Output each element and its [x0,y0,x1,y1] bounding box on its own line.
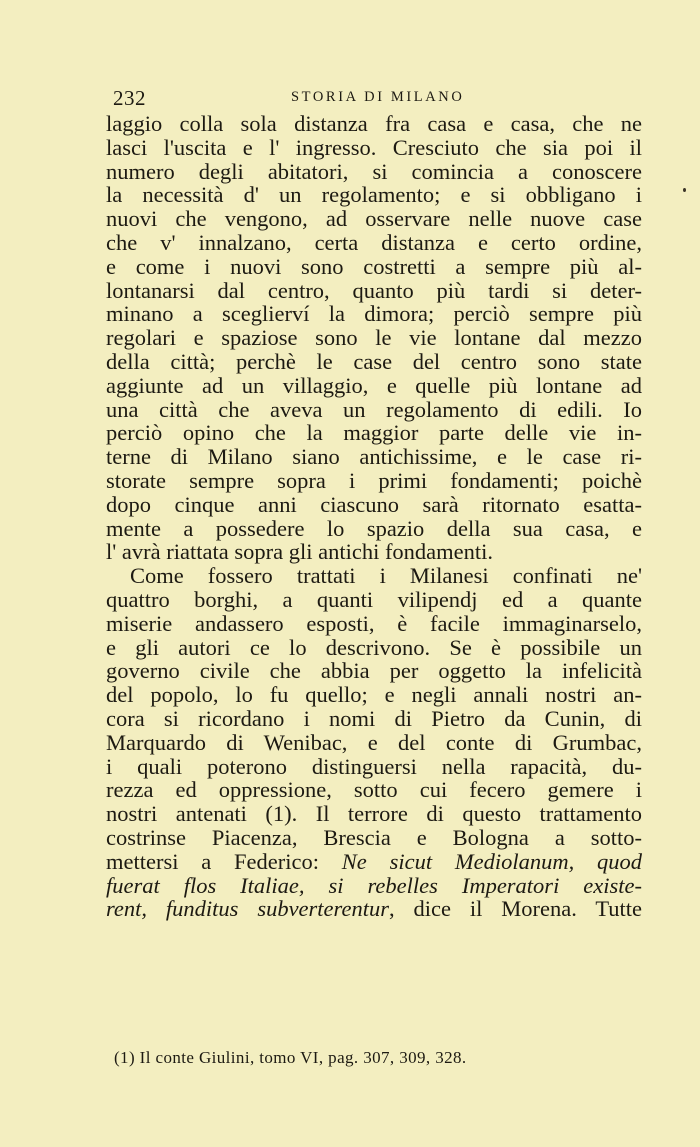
text-line: una città che aveva un regolamento di edili. Io [106,396,642,422]
text-line: governo civile che abbia per oggetto la infelicità [106,658,642,684]
footnote: (1) Il conte Giulini, tomo VI, pag. 307, 309, 328. [114,1048,467,1067]
text-line: l' avrà riattata sopra gli antichi fondamenti. [106,539,494,565]
text-line: e come i nuovi sono costretti a sempre più al- [106,253,642,279]
text-line: storate sempre sopra i primi fondamenti; poichè [106,467,642,493]
text-line: rezza ed oppressione, sotto cui fecero gemere i [106,777,642,803]
text-line: perciò opino che la maggior parte delle vie in- [106,420,642,446]
body-text [106,112,642,921]
text-line: i quali poterono distinguersi nella rapacità, du- [106,753,642,779]
page-header [113,86,641,110]
text-line: numero degli abitatori, si comincia a conoscere [106,158,642,184]
text-line-with-quotation [106,897,642,921]
text-line: Marquardo di Wenibac, e del conte di Grumbac, [106,729,642,755]
latin-quotation: fuerat flos Italiae, si rebelles Imperatori existe- [106,872,642,898]
text-line: costrinse Piacenza, Brescia e Bologna a sotto- [106,824,642,850]
paragraph-2 [106,564,642,921]
text-line: cora si ricordano i nomi di Pietro da Cunin, di [106,705,642,731]
text-line: laggio colla sola distanza fra casa e casa, che ne [106,111,642,136]
text-line: mente a possedere lo spazio della sua casa, e [106,515,642,541]
latin-quotation: Ne sicut Mediolanum, quod [341,848,642,874]
quotation-attribution: , dice il Morena. Tutte [388,896,643,922]
text-line: Come fossero trattati i Milanesi confinati ne' [130,563,642,589]
page-number: 232 [113,86,146,110]
text-line-with-quotation [106,874,642,898]
text-line: e gli autori ce lo descrivono. Se è possibile un [106,634,642,660]
text-line: la necessità d' un regolamento; e si obbligano i [106,182,642,208]
text-line: lontanarsi dal centro, quanto più tardi si deter- [106,277,642,303]
quotation-intro: mettersi a Federico: [106,848,342,874]
running-head: STORIA DI MILANO [291,89,465,105]
ink-speck [683,188,686,192]
latin-quotation: rent, funditus subverterentur [106,896,389,922]
text-line: minano a sceglierví la dimora; perciò sempre più [106,301,642,327]
text-line: regolari e spaziose sono le vie lontane dal mezzo [106,325,642,351]
text-line: aggiunte ad un villaggio, e quelle più lontane ad [106,372,642,398]
text-line: dopo cinque anni ciascuno sarà ritornato esatta- [106,491,642,517]
text-line: nostri antenati (1). Il terrore di questo trattamento [106,801,642,827]
text-line: del popolo, lo fu quello; e negli annali nostri an- [106,682,642,708]
text-line: che v' innalzano, certa distanza e certo ordine, [106,229,642,255]
text-line: quattro borghi, a quanti vilipendj ed a quante [106,586,642,612]
text-line: miserie andassero esposti, è facile immaginarselo, [106,610,642,636]
text-line: nuovi che vengono, ad osservare nelle nuove case [106,206,642,232]
text-line-with-quotation [106,850,642,874]
paragraph-1 [106,112,642,564]
text-line: terne di Milano siano antichissime, e le case ri- [106,444,642,470]
text-line: della città; perchè le case del centro sono state [106,348,642,374]
text-line: lasci l'uscita e l' ingresso. Cresciuto che sia poi il [106,134,642,160]
